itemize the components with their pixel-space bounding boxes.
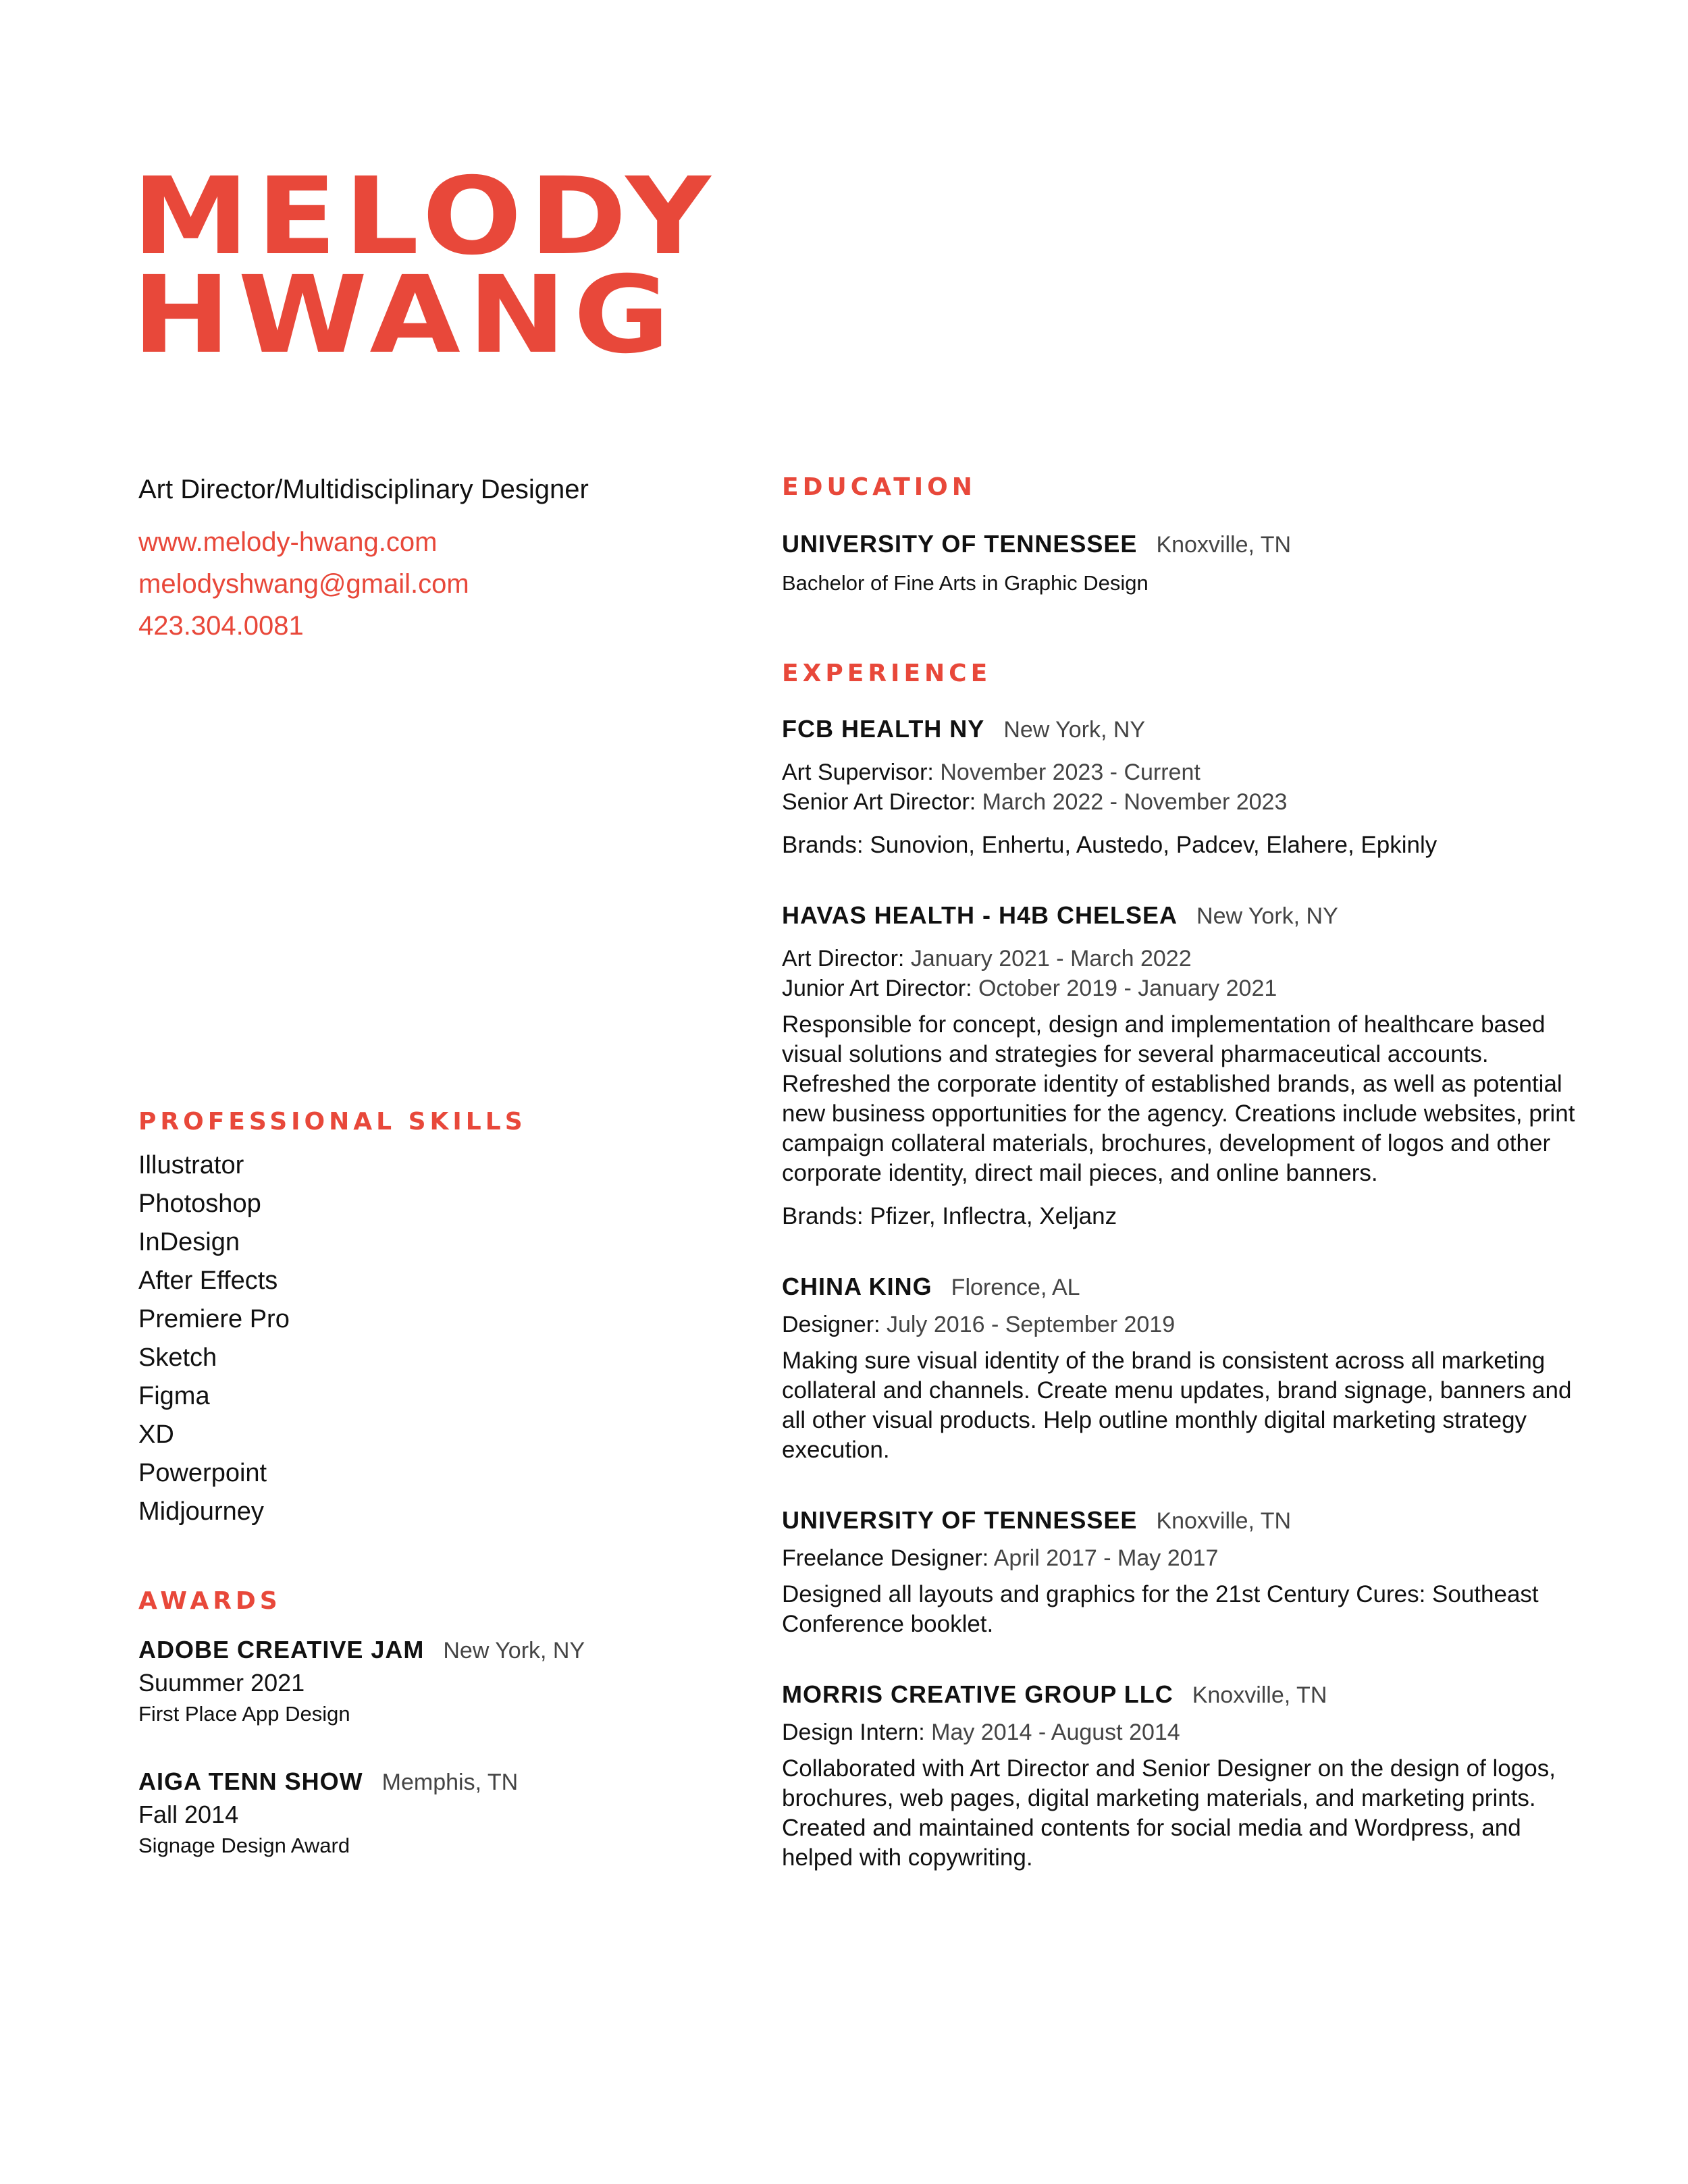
job-brands: Brands: Sunovion, Enhertu, Austedo, Padcev, Elahere, Epkinly [782, 832, 1438, 858]
job-roles [782, 757, 1592, 817]
award-name: AIGA TENN SHOW [138, 1767, 363, 1795]
company-location: Knoxville, TN [1156, 1508, 1292, 1534]
role-dates: January 2021 - March 2022 [910, 946, 1192, 971]
skill-item: Photoshop [138, 1190, 261, 1218]
job-roles [782, 944, 1592, 1003]
role-label: Art Director: [782, 946, 905, 971]
job-roles [782, 1717, 1592, 1747]
company-name: HAVAS HEALTH - H4B CHELSEA [782, 901, 1178, 929]
skill-item: After Effects [138, 1267, 278, 1295]
award-item [138, 1634, 746, 1729]
job-roles [782, 1310, 1592, 1339]
job-entry [782, 1677, 1592, 1873]
skills-section [138, 1107, 527, 1531]
degree: Bachelor of Fine Arts in Graphic Design [782, 571, 1149, 595]
first-name: MELODY [132, 155, 718, 279]
award-season: Suummer 2021 [138, 1669, 305, 1697]
skill-item: Sketch [138, 1343, 217, 1372]
skill-item: XD [138, 1420, 174, 1449]
skill-item: InDesign [138, 1228, 240, 1256]
role-label: Design Intern: [782, 1720, 925, 1745]
last-name: HWANG [132, 253, 677, 377]
role-dates: October 2019 - January 2021 [978, 976, 1277, 1001]
company-location: Knoxville, TN [1192, 1682, 1327, 1708]
awards-section [138, 1587, 746, 1861]
award-season: Fall 2014 [138, 1801, 239, 1828]
role-label: Designer: [782, 1312, 880, 1337]
job-title: Art Director/Multidisciplinary Designer [138, 475, 589, 504]
school-name: UNIVERSITY OF TENNESSEE [782, 530, 1138, 558]
skill-item: Midjourney [138, 1497, 264, 1526]
role-label: Art Supervisor: [782, 760, 934, 785]
role-dates: March 2022 - November 2023 [982, 789, 1288, 815]
job-entry [782, 1269, 1592, 1465]
resume-name [132, 155, 718, 377]
skill-item: Figma [138, 1382, 210, 1410]
awards-heading: AWARDS [138, 1587, 282, 1615]
job-description: Collaborated with Art Director and Senior Designer on the design of logos, brochures, web pages, digital marketing materials, and marketing prints. Created and maintained contents for social media and Wordpress, and helped with copywriting. [782, 1755, 1556, 1871]
experience-heading: EXPERIENCE [782, 660, 992, 687]
award-detail: Signage Design Award [138, 1834, 350, 1857]
role-label: Senior Art Director: [782, 789, 976, 815]
school-location: Knoxville, TN [1156, 532, 1292, 558]
award-location: New York, NY [443, 1638, 585, 1663]
skill-item: Premiere Pro [138, 1305, 290, 1333]
website-link[interactable]: www.melody-hwang.com [138, 527, 438, 557]
education-entry [782, 527, 1592, 600]
role-label: Freelance Designer: [782, 1545, 989, 1571]
contact-column [138, 473, 746, 647]
skills-list [138, 1146, 527, 1531]
job-description: Responsible for concept, design and implementation of healthcare based visual solutions and strategies for several pharmaceutical accounts. Refreshed the corporate identity of established brands, as well as potential new business opportunities for the agency. Creations include websites, print campaign collateral materials, brochures, development of logos and other corporate identity, direct mail pieces, and online banners. [782, 1011, 1575, 1186]
award-name: ADOBE CREATIVE JAM [138, 1636, 425, 1663]
skill-item: Illustrator [138, 1151, 244, 1179]
contact-info [138, 521, 746, 647]
role-dates: November 2023 - Current [940, 760, 1201, 785]
job-description: Making sure visual identity of the brand is consistent across all marketing collateral and channels. Create menu updates, brand signage, banners and all other visual products. Help outline monthly digital marketing strategy execution. [782, 1348, 1572, 1463]
email-link[interactable]: melodyshwang@gmail.com [138, 569, 469, 599]
award-detail: First Place App Design [138, 1702, 350, 1726]
job-description: Designed all layouts and graphics for the 21st Century Cures: Southeast Conference booklet. [782, 1581, 1539, 1637]
main-column [782, 473, 1592, 1873]
award-item [138, 1765, 746, 1861]
company-name: MORRIS CREATIVE GROUP LLC [782, 1680, 1173, 1708]
company-location: New York, NY [1196, 903, 1338, 929]
company-name: UNIVERSITY OF TENNESSEE [782, 1506, 1138, 1534]
company-name: CHINA KING [782, 1273, 932, 1300]
role-label: Junior Art Director: [782, 976, 972, 1001]
award-location: Memphis, TN [381, 1769, 519, 1795]
job-entry [782, 712, 1592, 860]
role-dates: May 2014 - August 2014 [931, 1720, 1180, 1745]
phone-number: 423.304.0081 [138, 611, 304, 641]
role-dates: April 2017 - May 2017 [993, 1545, 1219, 1571]
company-name: FCB HEALTH NY [782, 715, 985, 743]
education-heading: EDUCATION [782, 473, 976, 501]
skill-item: Powerpoint [138, 1459, 267, 1487]
job-roles [782, 1543, 1592, 1573]
skills-heading: PROFESSIONAL SKILLS [138, 1108, 527, 1136]
company-location: New York, NY [1003, 717, 1146, 743]
job-entry [782, 1503, 1592, 1639]
job-brands: Brands: Pfizer, Inflectra, Xeljanz [782, 1203, 1117, 1229]
job-entry [782, 898, 1592, 1231]
role-dates: July 2016 - September 2019 [886, 1312, 1176, 1337]
company-location: Florence, AL [951, 1275, 1080, 1300]
